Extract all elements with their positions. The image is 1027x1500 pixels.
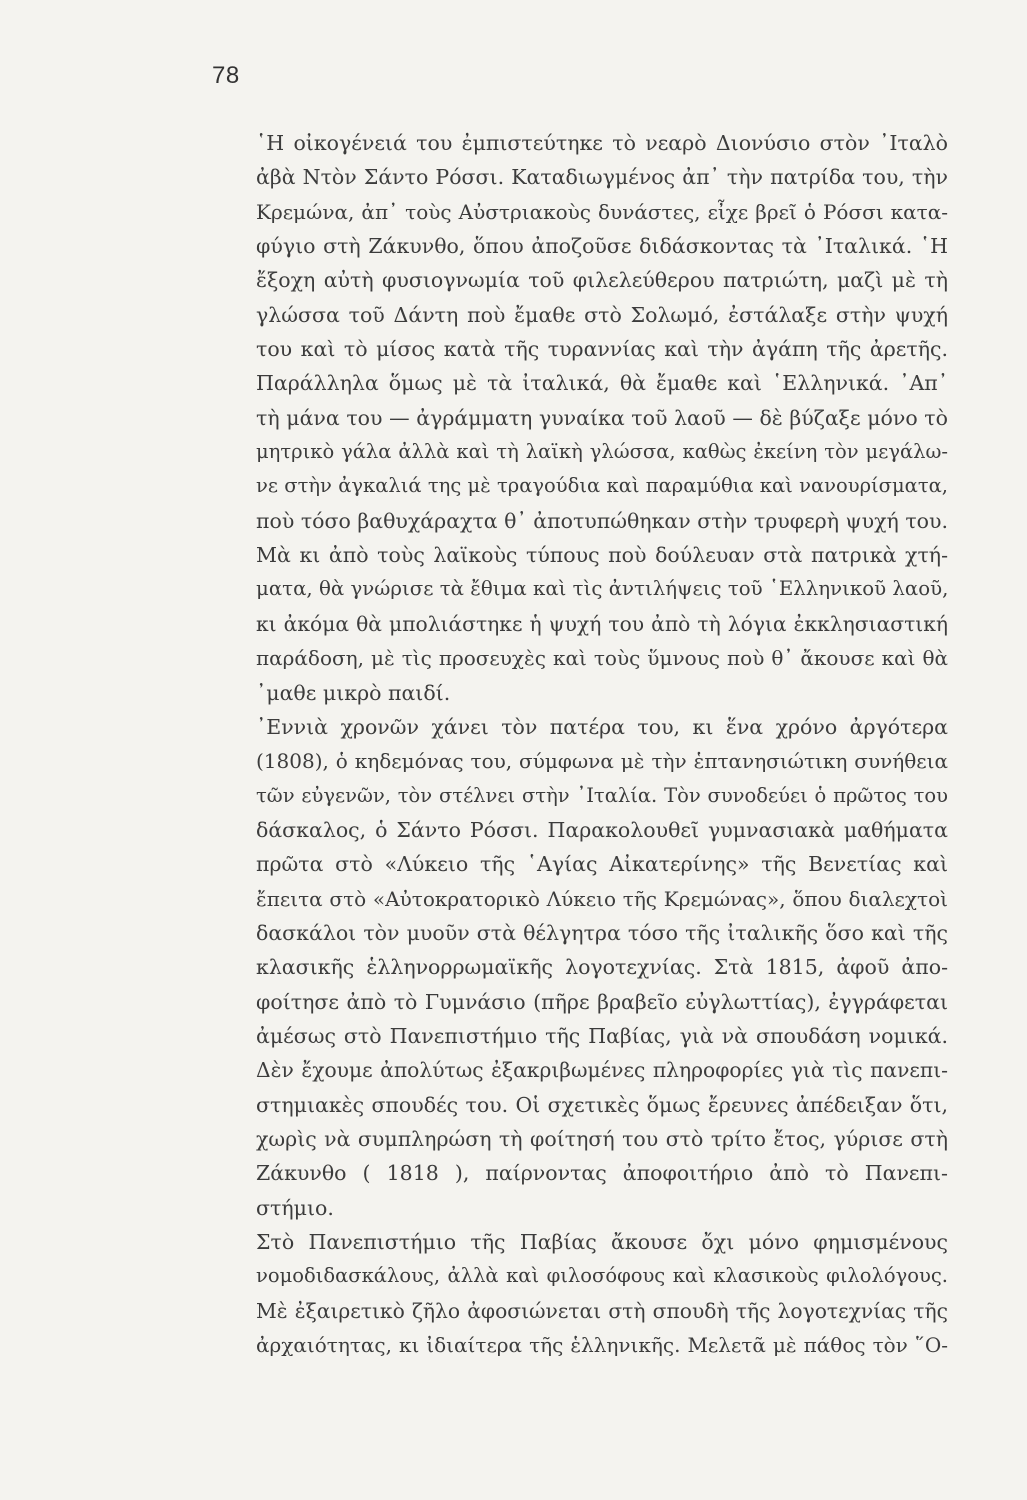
text-line: νομοδιδασκάλους, ἀλλὰ καὶ φιλοσόφους καὶ κλασικοὺς φιλολόγους. [256,1264,948,1288]
text-line: ποὺ τόσο βαθυχάραχτα θ᾿ ἀποτυπώθηκαν στὴν τρυφερὴ ψυχή του. [256,508,948,533]
text-line: φοίτησε ἀπὸ τὸ Γυμνάσιο (πῆρε βραβεῖο εὐγλωττίας), ἐγγράφεται [256,989,948,1014]
text-line: Παράλληλα ὅμως μὲ τὰ ἰταλικά, θὰ ἔμαθε καὶ ῾Ελληνικά. ᾿Απ᾿ [256,371,948,396]
text-line: ἔπειτα στὸ «Αὐτοκρατορικὸ Λύκειο τῆς Κρεμώνας», ὅπου διαλεχτοὶ [256,886,948,911]
text-line: δασκάλοι τὸν μυοῦν στὰ θέλγητρα τόσο τῆς ἰταλικῆς ὅσο καὶ τῆς [256,920,948,945]
text-line: τῶν εὐγενῶν, τὸν στέλνει στὴν ᾿Ιταλία. Τὸν συνοδεύει ὁ πρῶτος του [256,783,948,807]
text-line: ἀμέσως στὸ Πανεπιστήμιο τῆς Παβίας, γιὰ νὰ σπουδάση νομικά. [256,1023,948,1048]
text-line: πρῶτα στὸ «Λύκειο τῆς ῾Αγίας Αἰκατερίνης» τῆς Βενετίας καὶ [256,852,948,877]
text-line: Μὲ ἐξαιρετικὸ ζῆλο ἀφοσιώνεται στὴ σπουδὴ τῆς λογοτεχνίας τῆς [256,1298,948,1323]
text-line: κι ἀκόμα θὰ μπολιάστηκε ἡ ψυχή του ἀπὸ τὴ λόγια ἐκκλησιαστική [256,611,948,636]
text-line: στήμιο. [256,1195,334,1220]
text-line: ᾿μαθε μικρὸ παιδί. [256,680,451,705]
text-line: ἔξοχη αὐτὴ φυσιογνωμία τοῦ φιλελεύθερου πατριώτη, μαζὶ μὲ τὴ [256,268,948,293]
text-line: Στὸ Πανεπιστήμιο τῆς Παβίας ἄκουσε ὄχι μόνο φημισμένους [256,1230,948,1254]
text-line: του καὶ τὸ μίσος κατὰ τῆς τυραννίας καὶ τὴν ἀγάπη τῆς ἀρετῆς. [256,337,948,362]
text-line: παράδοση, μὲ τὶς προσευχὲς καὶ τοὺς ὕμνους ποὺ θ᾿ ἄκουσε καὶ θὰ [256,646,948,671]
text-line: φύγιο στὴ Ζάκυνθο, ὅπου ἀποζοῦσε διδάσκοντας τὰ ᾿Ιταλικά. ῾Η [256,234,948,259]
text-line: ἀρχαιότητας, κι ἰδιαίτερα τῆς ἑλληνικῆς. Μελετᾶ μὲ πάθος τὸν ῞Ο- [256,1333,948,1358]
text-line: ἀβὰ Ντὸν Σάντο Ρόσσι. Καταδιωγμένος ἀπ᾿ τὴν πατρίδα του, τὴν [256,165,948,190]
text-line: Κρεμώνα, ἀπ᾿ τοὺς Αὐστριακοὺς δυνάστες, εἶχε βρεῖ ὁ Ρόσσι κατα- [256,199,948,224]
text-line: στημιακὲς σπουδές του. Οἱ σχετικὲς ὅμως ἔρευνες ἀπέδειξαν ὅτι, [256,1092,948,1117]
text-line: ματα, θὰ γνώρισε τὰ ἔθιμα καὶ τὶς ἀντιλήψεις τοῦ ῾Ελληνικοῦ λαοῦ, [256,577,949,601]
text-line: γλώσσα τοῦ Δάντη ποὺ ἔμαθε στὸ Σολωμό, ἐστάλαξε στὴν ψυχή [256,302,948,327]
text-line: (1808), ὁ κηδεμόνας του, σύμφωνα μὲ τὴν ἑπτανησιώτικη συνήθεια [256,749,948,774]
text-line: κλασικῆς ἑλληνορρωμαϊκῆς λογοτεχνίας. Στὰ 1815, ἀφοῦ ἀπο- [256,955,948,980]
text-line: δάσκαλος, ὁ Σάντο Ρόσσι. Παρακολουθεῖ γυμνασιακὰ μαθήματα [256,817,948,842]
text-line: χωρὶς νὰ συμπληρώση τὴ φοίτησή του στὸ τρίτο ἔτος, γύρισε στὴ [256,1126,948,1151]
text-line: Δὲν ἔχουμε ἀπολύτως ἐξακριβωμένες πληροφορίες γιὰ τὶς πανεπι- [256,1058,948,1083]
text-line: ᾿Εννιὰ χρονῶν χάνει τὸν πατέρα του, κι ἕνα χρόνο ἀργότερα [256,714,948,739]
text-line: μητρικὸ γάλα ἀλλὰ καὶ τὴ λαϊκὴ γλώσσα, καθὼς ἐκείνη τὸν μεγάλω- [256,440,948,464]
text-line: Ζάκυνθο ( 1818 ), παίρνοντας ἀποφοιτήριο ἀπὸ τὸ Πανεπι- [256,1161,948,1186]
page-number: 78 [212,62,240,89]
body-text [256,126,948,1362]
text-line: νε στὴν ἀγκαλιά της μὲ τραγούδια καὶ παραμύθια καὶ νανουρίσματα, [256,474,948,498]
text-line: τὴ μάνα του — ἀγράμματη γυναίκα τοῦ λαοῦ — δὲ βύζαξε μόνο τὸ [256,405,948,430]
text-line: ῾Η οἰκογένειά του ἐμπιστεύτηκε τὸ νεαρὸ Διονύσιο στὸν ᾿Ιταλὸ [256,131,948,155]
text-line: Μὰ κι ἀπὸ τοὺς λαϊκοὺς τύπους ποὺ δούλευαν στὰ πατρικὰ χτή- [256,543,948,568]
